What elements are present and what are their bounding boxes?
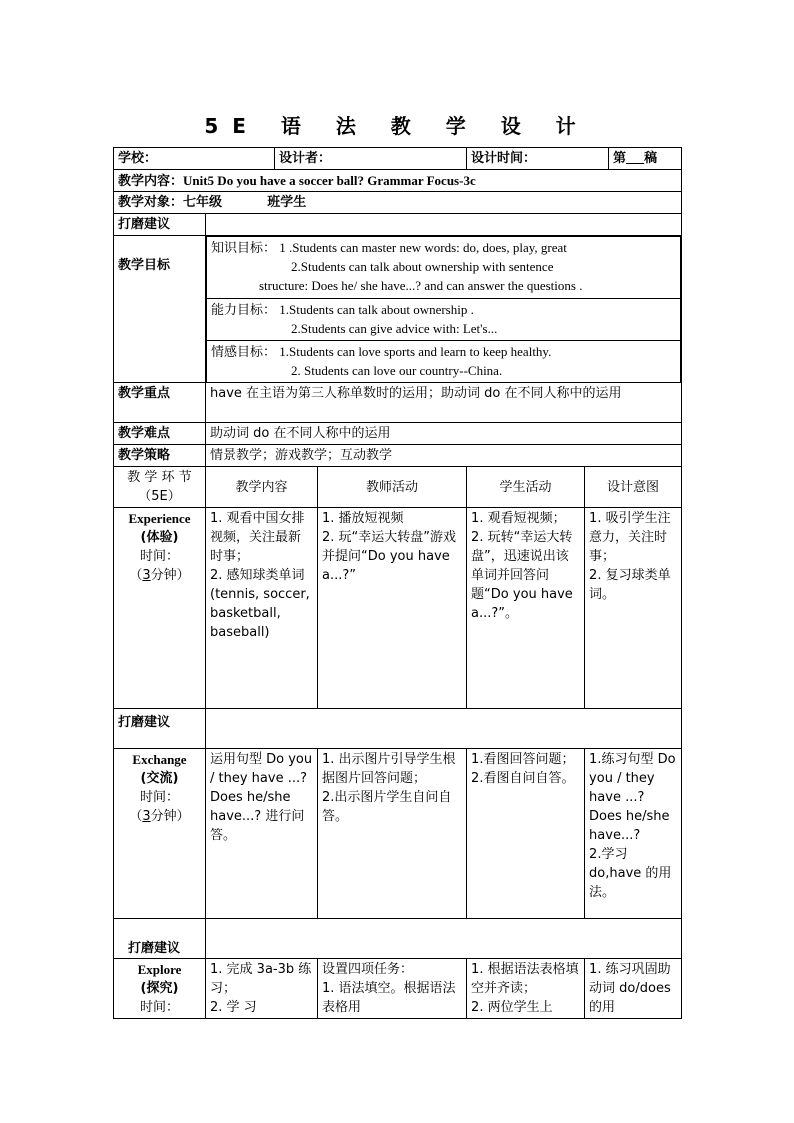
- goals-label: 教学目标: [114, 236, 206, 383]
- stage-minutes: 3: [142, 568, 151, 583]
- col-content-header: 教学内容: [206, 467, 318, 508]
- polish-label-1: 打磨建议: [114, 214, 206, 236]
- lesson-content: 教学内容：Unit5 Do you have a soccer ball? Grammar Focus-3c: [114, 170, 682, 192]
- col-teacher-header: 教师活动: [318, 467, 467, 508]
- key-points-text: have 在主语为第三人称单数时的运用；助动词 do 在不同人称中的运用: [206, 383, 682, 423]
- stage-time: （3分钟）: [129, 568, 190, 583]
- stage-name-en: Exchange: [132, 752, 187, 767]
- header-row: [114, 148, 682, 170]
- draft-prefix: 第: [613, 151, 627, 166]
- stage-time-label: 时间：: [139, 790, 179, 805]
- knowledge-goals: [207, 237, 681, 299]
- stage-content: 1. 观看中国女排视频，关注最新时事； 2. 感知球类单词(tennis, soccer, basketball, baseball): [206, 508, 318, 709]
- stage-row: [114, 959, 682, 1019]
- lesson-target: 教学对象：七年级 班学生: [114, 192, 682, 214]
- stage-header-row: [114, 467, 682, 508]
- stage-time-label: 时间：: [139, 549, 179, 564]
- draft-suffix: 稿: [644, 151, 658, 166]
- polish-label-2: 打磨建议: [114, 709, 206, 749]
- knowledge-line-3: structure: Does he/ she have...? and can answer the questions .: [259, 278, 583, 293]
- stage-student-activity: 1. 观看短视频； 2. 玩转“幸运大转盘”，迅速说出该单词并回答问题“Do you have a...?”。: [467, 508, 585, 709]
- stage-teacher-activity: 设置四项任务： 1. 语法填空。根据语法表格用: [318, 959, 467, 1019]
- knowledge-line-2: 2.Students can talk about ownership with sentence: [291, 259, 554, 274]
- stage-name-en: Experience: [128, 511, 191, 526]
- stage-content: 运用句型 Do you / they have ...? Does he/she have...? 进行问答。: [206, 749, 318, 919]
- document-title: 5E 语 法 教 学 设 计: [204, 114, 590, 138]
- design-time-field[interactable]: 设计时间：: [467, 148, 609, 170]
- stage-time: （3分钟）: [129, 809, 190, 824]
- draft-blank: [626, 151, 644, 166]
- lesson-plan-table: [113, 147, 682, 1019]
- difficulties-text: 助动词 do 在不同人称中的运用: [206, 423, 682, 445]
- school-field[interactable]: 学校：: [114, 148, 275, 170]
- ability-line-1: 能力目标： 1.Students can talk about ownership .: [211, 302, 474, 317]
- ability-goals: [207, 299, 681, 341]
- polish-label-3: 打磨建议: [114, 919, 206, 959]
- draft-field[interactable]: [609, 148, 682, 170]
- stage-intent: 1.练习句型 Do you / they have ...? Does he/she have...? 2.学习 do,have 的用法。: [585, 749, 682, 919]
- col-stage-header: 教 学 环 节 （5E）: [114, 467, 206, 508]
- stage-name-cn: (探究): [140, 981, 179, 996]
- stage-row: [114, 508, 682, 709]
- stage-intent: 1. 练习巩固助动词 do/does 的用: [585, 959, 682, 1019]
- stage-teacher-activity: 1. 播放短视频 2. 玩“幸运大转盘”游戏并提问“Do you have a...?”: [318, 508, 467, 709]
- strategy-text: 情景教学；游戏教学；互动教学: [206, 445, 682, 467]
- stage-intent: 1. 吸引学生注意力，关注时事； 2. 复习球类单词。: [585, 508, 682, 709]
- stage-row: [114, 749, 682, 919]
- stage-cell: [114, 959, 206, 1019]
- stage-name-cn: (体验): [140, 530, 179, 545]
- designer-field[interactable]: 设计者：: [275, 148, 467, 170]
- difficulties-label: 教学难点: [114, 423, 206, 445]
- polish-field-1[interactable]: [206, 214, 682, 236]
- strategy-label: 教学策略: [114, 445, 206, 467]
- polish-field-3[interactable]: [206, 919, 682, 959]
- emotion-goals: [207, 341, 681, 383]
- stage-teacher-activity: 1. 出示图片引导学生根据图片回答问题； 2.出示图片学生自问自答。: [318, 749, 467, 919]
- stage-name-cn: (交流): [140, 771, 179, 786]
- ability-line-2: 2.Students can give advice with: Let's...: [291, 321, 498, 336]
- col-intent-header: 设计意图: [585, 467, 682, 508]
- goals-cell: [206, 236, 682, 383]
- stage-time-label: 时间：: [139, 1000, 179, 1015]
- stage-student-activity: 1.看图回答问题； 2.看图自问自答。: [467, 749, 585, 919]
- stage-student-activity: 1. 根据语法表格填空并齐读； 2. 两位学生上: [467, 959, 585, 1019]
- stage-cell: [114, 508, 206, 709]
- emotion-line-2: 2. Students can love our country--China.: [291, 363, 503, 378]
- stage-name-en: Explore: [137, 962, 182, 977]
- polish-field-2[interactable]: [206, 709, 682, 749]
- stage-content: 1. 完成 3a-3b 练习； 2. 学 习: [206, 959, 318, 1019]
- key-points-label: 教学重点: [114, 383, 206, 423]
- knowledge-line-1: 知识目标： 1 .Students can master new words: do, does, play, great: [211, 240, 567, 255]
- emotion-line-1: 情感目标： 1.Students can love sports and learn to keep healthy.: [211, 344, 552, 359]
- stage-minutes: 3: [142, 809, 151, 824]
- col-student-header: 学生活动: [467, 467, 585, 508]
- stage-cell: [114, 749, 206, 919]
